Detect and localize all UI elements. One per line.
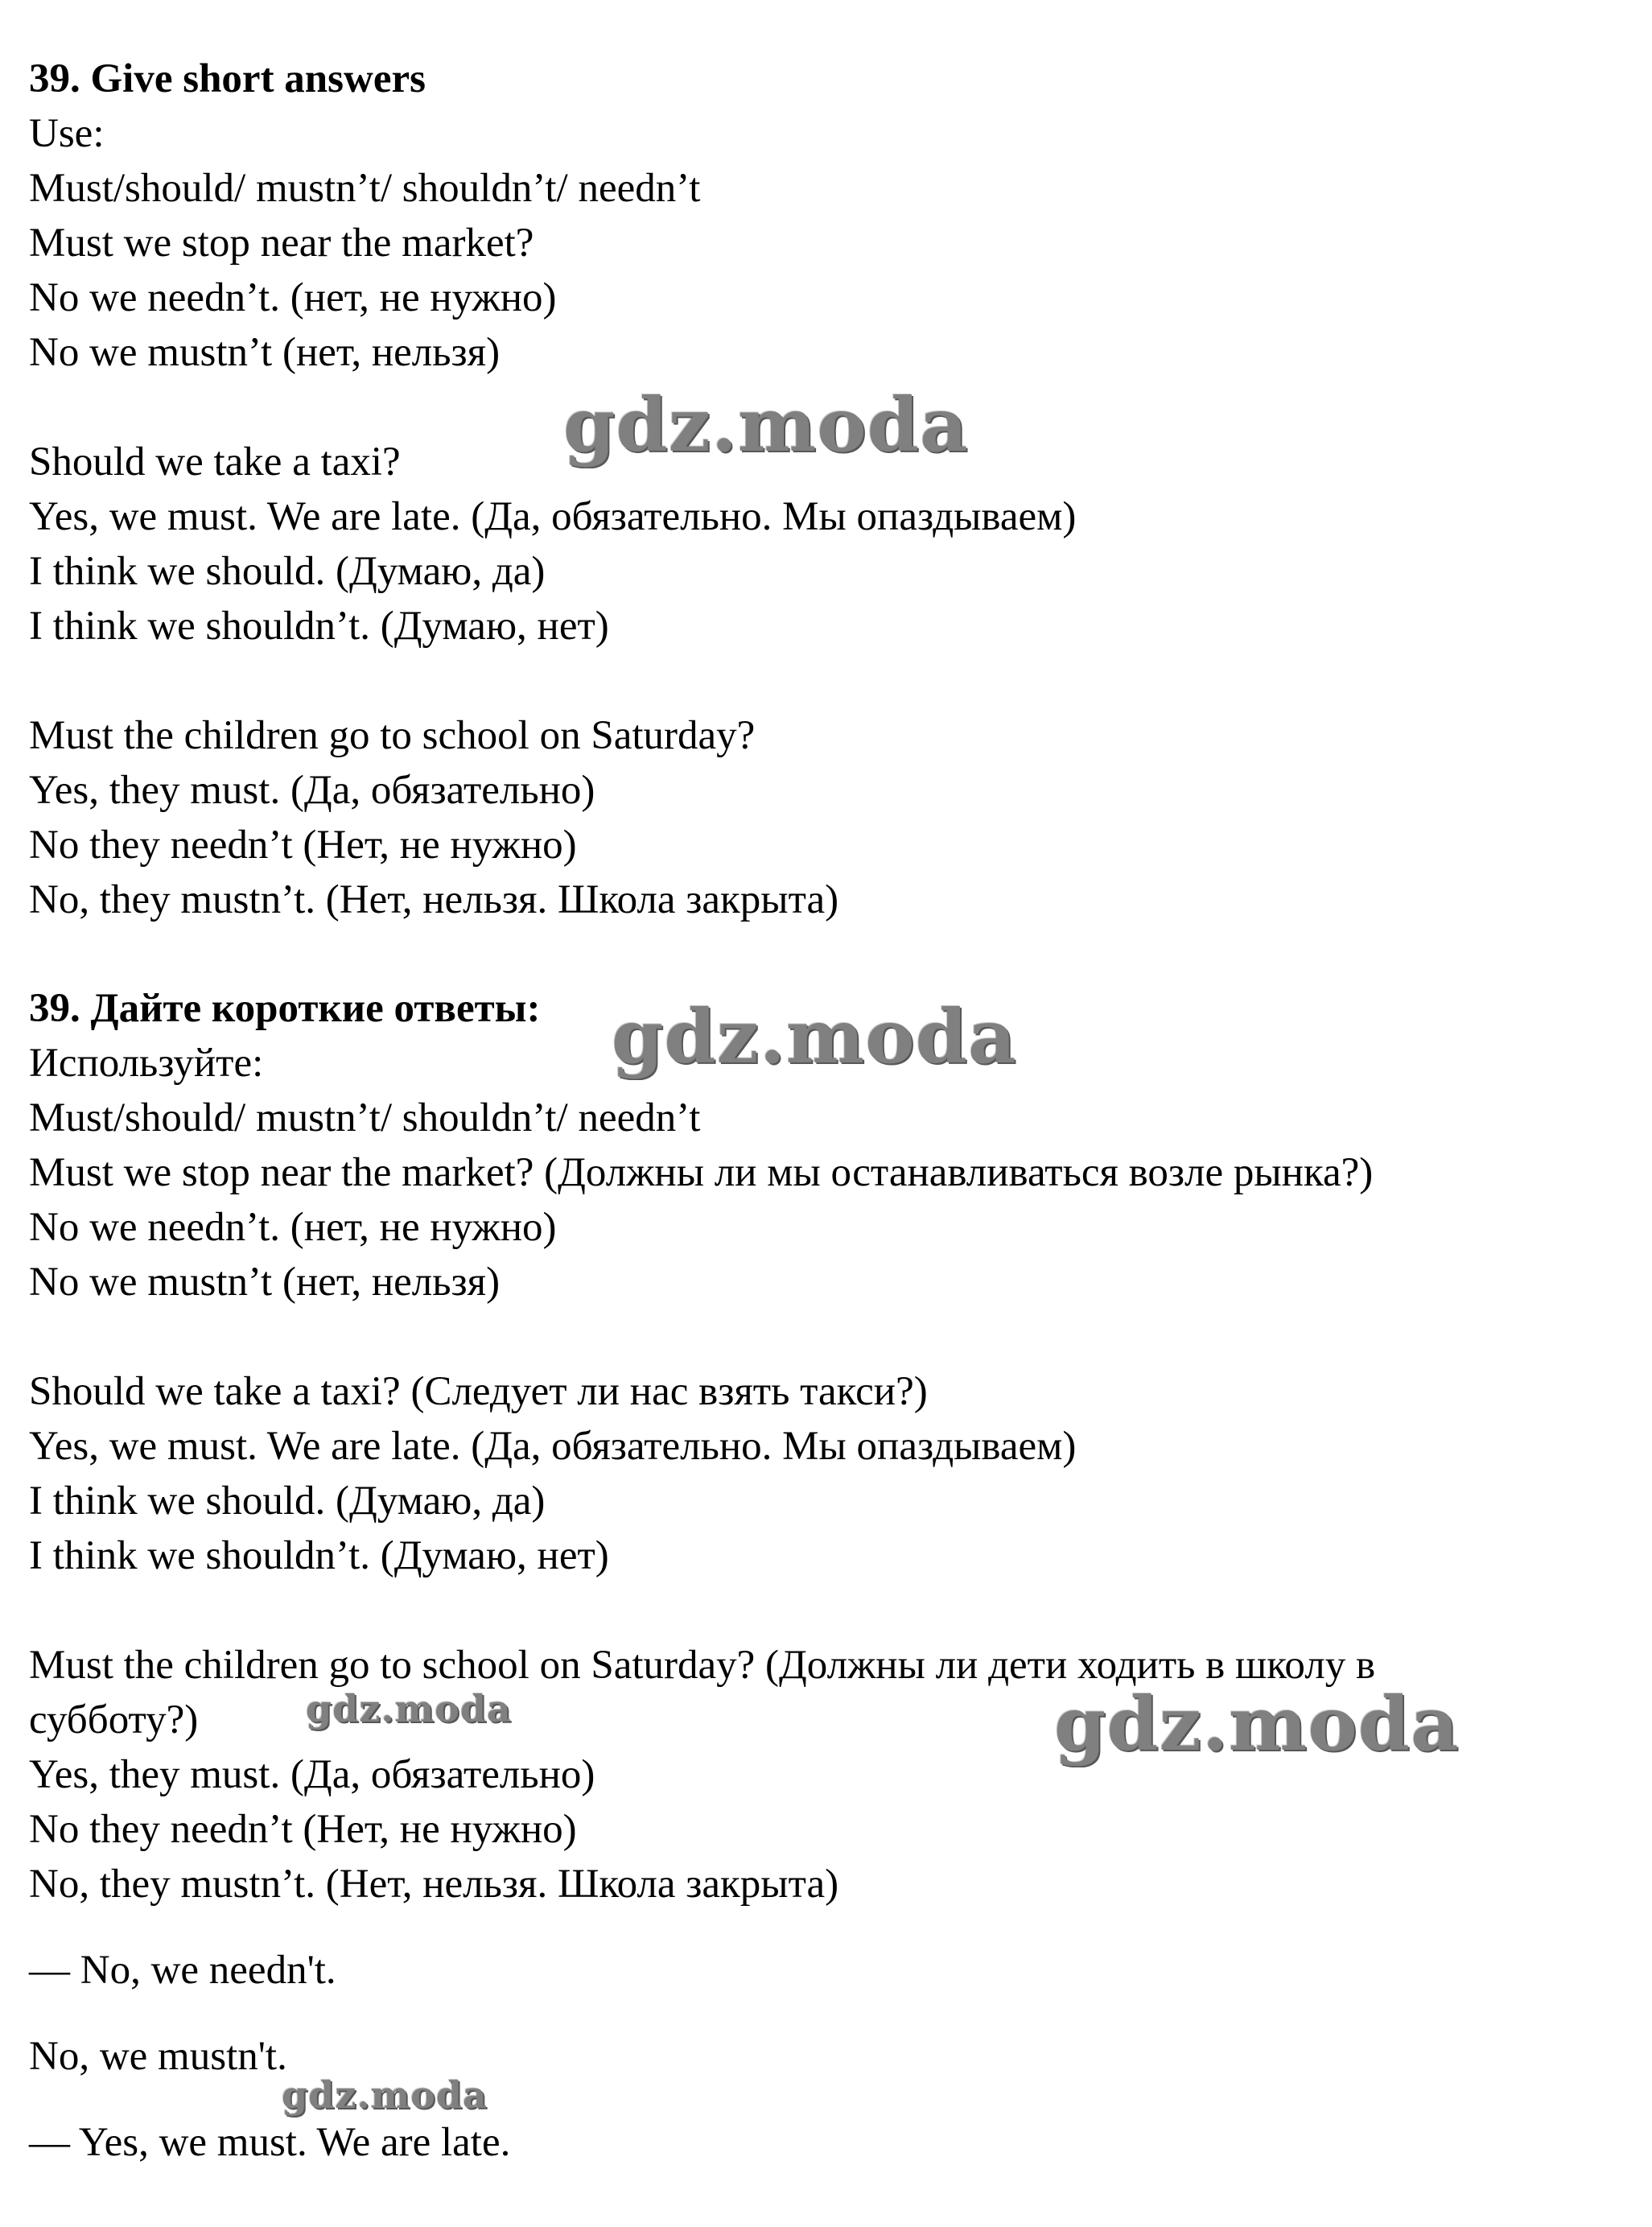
watermark-5: gdz.moda [282,2073,488,2117]
answer-1-2: No we mustn’t (нет, нельзя) [29,330,501,375]
question-1: Must we stop near the market? [29,221,534,266]
watermark-1: gdz.moda [563,381,969,468]
answer-2-1: Yes, we must. We are late. (Да, обязательно. Мы опаздываем) [29,494,1077,539]
answer-3-3-ru: No, they mustn’t. (Нет, нельзя. Школа закрыта) [29,1862,839,1907]
answer-1-2-ru: No we mustn’t (нет, нельзя) [29,1260,501,1305]
question-1-ru: Must we stop near the market? (Должны ли мы останавливаться возле рынка?) [29,1150,1374,1195]
answer-3-3: No, they mustn’t. (Нет, нельзя. Школа закрыта) [29,877,839,922]
answer-2-2: I think we should. (Думаю, да) [29,549,546,594]
answer-2-3: I think we shouldn’t. (Думаю, нет) [29,604,609,649]
use-label-ru: Используйте: [29,1041,264,1086]
question-3: Must the children go to school on Saturday? [29,713,756,758]
options-line-ru: Must/should/ mustn’t/ shouldn’t/ needn’t [29,1095,701,1140]
title-english: 39. Give short answers [29,56,426,101]
answer-3-1-ru: Yes, they must. (Да, обязательно) [29,1752,595,1797]
extra-line-1: — No, we needn't. [29,1948,336,1993]
answer-1-1-ru: No we needn’t. (нет, не нужно) [29,1205,557,1250]
watermark-2: gdz.moda [612,993,1017,1080]
extra-line-3: — Yes, we must. We are late. [29,2120,511,2165]
title-russian: 39. Дайте короткие ответы: [29,986,541,1031]
use-label: Use: [29,111,105,156]
answer-2-1-ru: Yes, we must. We are late. (Да, обязательно. Мы опаздываем) [29,1424,1077,1469]
answer-1-1: No we needn’t. (нет, не нужно) [29,275,557,320]
watermark-3: gdz.moda [306,1687,512,1730]
answer-3-2: No they needn’t (Нет, не нужно) [29,823,577,868]
question-3-ru-line1: Must the children go to school on Saturday? (Должны ли дети ходить в школу в [29,1643,1376,1688]
options-line: Must/should/ mustn’t/ shouldn’t/ needn’t [29,166,701,211]
question-3-ru-line2: субботу?) [29,1697,199,1742]
answer-3-1: Yes, they must. (Да, обязательно) [29,768,595,813]
answer-3-2-ru: No they needn’t (Нет, не нужно) [29,1807,577,1852]
answer-2-2-ru: I think we should. (Думаю, да) [29,1478,546,1524]
answer-2-3-ru: I think we shouldn’t. (Думаю, нет) [29,1533,609,1578]
watermark-4: gdz.moda [1054,1681,1460,1767]
question-2-ru: Should we take a taxi? (Следует ли нас взять такси?) [29,1369,928,1414]
extra-line-2: No, we mustn't. [29,2034,287,2079]
question-2: Should we take a taxi? [29,439,401,485]
